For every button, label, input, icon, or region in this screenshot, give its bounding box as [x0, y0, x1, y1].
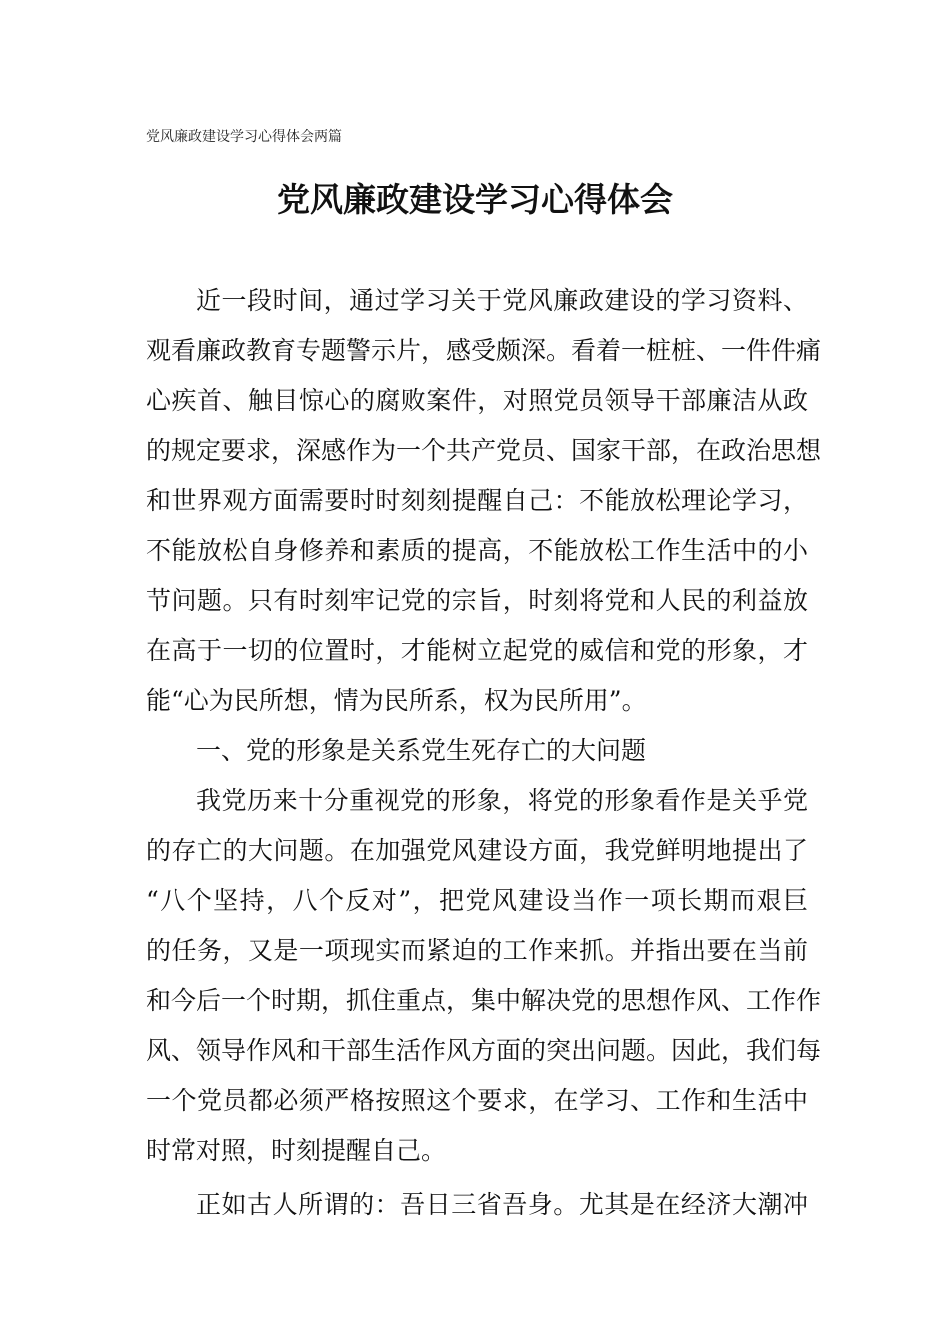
paragraph-line: 的存亡的大问题。在加强党风建设方面，我党鲜明地提出了 — [146, 836, 808, 865]
paragraph-line: 的任务，又是一项现实而紧迫的工作来抓。并指出要在当前 — [146, 936, 808, 965]
paragraph-line: 不能放松自身修养和素质的提高，不能放松工作生活中的小 — [146, 536, 808, 565]
paragraph-line: 风、领导作风和干部生活作风方面的突出问题。因此，我们每 — [146, 1036, 822, 1065]
paragraph-line: 能“心为民所想，情为民所系，权为民所用”。 — [146, 686, 647, 715]
paragraph-line: 近一段时间，通过学习关于党风廉政建设的学习资料、 — [196, 286, 808, 315]
paragraph-line: 和世界观方面需要时时刻刻提醒自己：不能放松理论学习， — [146, 486, 808, 515]
paragraph-line: 我党历来十分重视党的形象，将党的形象看作是关乎党 — [196, 786, 808, 815]
document-body — [146, 276, 822, 1230]
paragraph-line: 时常对照，时刻提醒自己。 — [146, 1136, 447, 1165]
running-header: 党风廉政建设学习心得体会两篇 — [146, 129, 342, 145]
paragraph-line: 和今后一个时期，抓住重点，集中解决党的思想作风、工作作 — [146, 986, 822, 1015]
paragraph-line: 观看廉政教育专题警示片，感受颇深。看着一桩桩、一件件痛 — [146, 336, 822, 365]
paragraph-line: 节问题。只有时刻牢记党的宗旨，时刻将党和人民的利益放 — [146, 586, 808, 615]
paragraph-line: 的规定要求，深感作为一个共产党员、国家干部，在政治思想 — [146, 436, 822, 465]
paragraph-line: 心疾首、触目惊心的腐败案件，对照党员领导干部廉洁从政 — [146, 386, 808, 415]
paragraph-line: 在高于一切的位置时，才能树立起党的威信和党的形象，才 — [146, 636, 808, 665]
document-title: 党风廉政建设学习心得体会 — [277, 180, 673, 219]
paragraph-line: 一个党员都必须严格按照这个要求，在学习、工作和生活中 — [146, 1086, 808, 1115]
section-heading: 一、党的形象是关系党生死存亡的大问题 — [196, 736, 647, 765]
paragraph-line: 正如古人所谓的：吾日三省吾身。尤其是在经济大潮冲 — [196, 1190, 808, 1219]
paragraph-line: “八个坚持，八个反对”，把党风建设当作一项长期而艰巨 — [146, 886, 808, 915]
